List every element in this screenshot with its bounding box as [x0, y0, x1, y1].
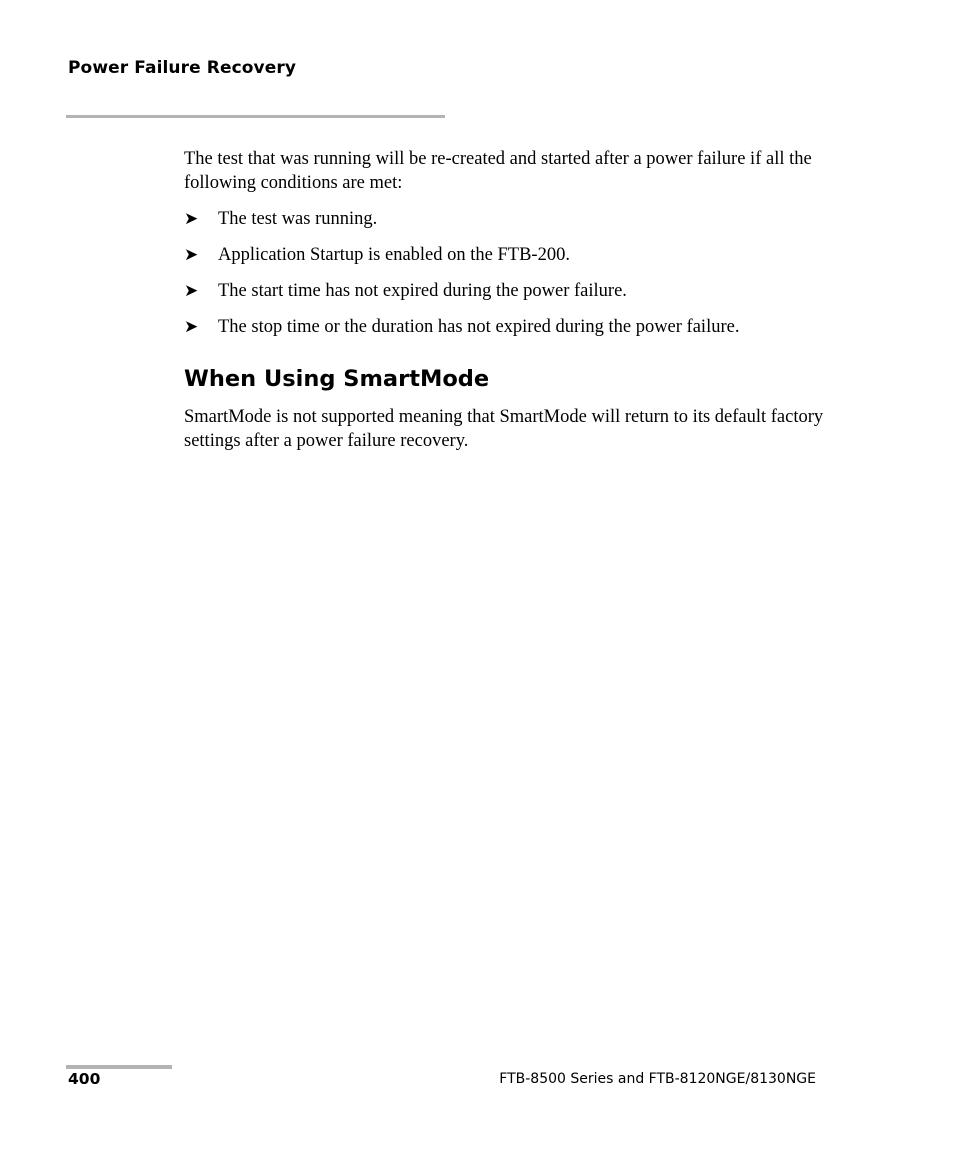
list-item — [184, 279, 834, 303]
list-item-text: The stop time or the duration has not expired during the power failure. — [218, 317, 740, 337]
section-paragraph: SmartMode is not supported meaning that SmartMode will return to its default factory settings after a power failure recovery. — [184, 407, 824, 451]
list-item — [184, 243, 834, 267]
arrowhead-icon: ➤ — [184, 281, 199, 301]
intro-paragraph: The test that was running will be re-created and started after a power failure if all the following conditions are met: — [184, 149, 812, 193]
arrowhead-icon: ➤ — [184, 209, 199, 229]
footer-divider — [66, 1065, 172, 1069]
list-item — [184, 207, 834, 231]
section-heading: When Using SmartMode — [184, 366, 490, 392]
running-header: Power Failure Recovery — [68, 58, 297, 78]
page-content — [184, 147, 834, 453]
arrowhead-icon: ➤ — [184, 245, 199, 265]
list-item-text: The start time has not expired during the power failure. — [218, 281, 627, 301]
document-title: FTB-8500 Series and FTB-8120NGE/8130NGE — [499, 1071, 816, 1087]
arrowhead-icon: ➤ — [184, 317, 199, 337]
list-item-text: The test was running. — [218, 209, 378, 229]
conditions-list — [184, 207, 834, 339]
page-number: 400 — [68, 1070, 101, 1088]
header-divider — [66, 115, 445, 118]
list-item — [184, 315, 834, 339]
list-item-text: Application Startup is enabled on the FTB-200. — [218, 245, 570, 265]
